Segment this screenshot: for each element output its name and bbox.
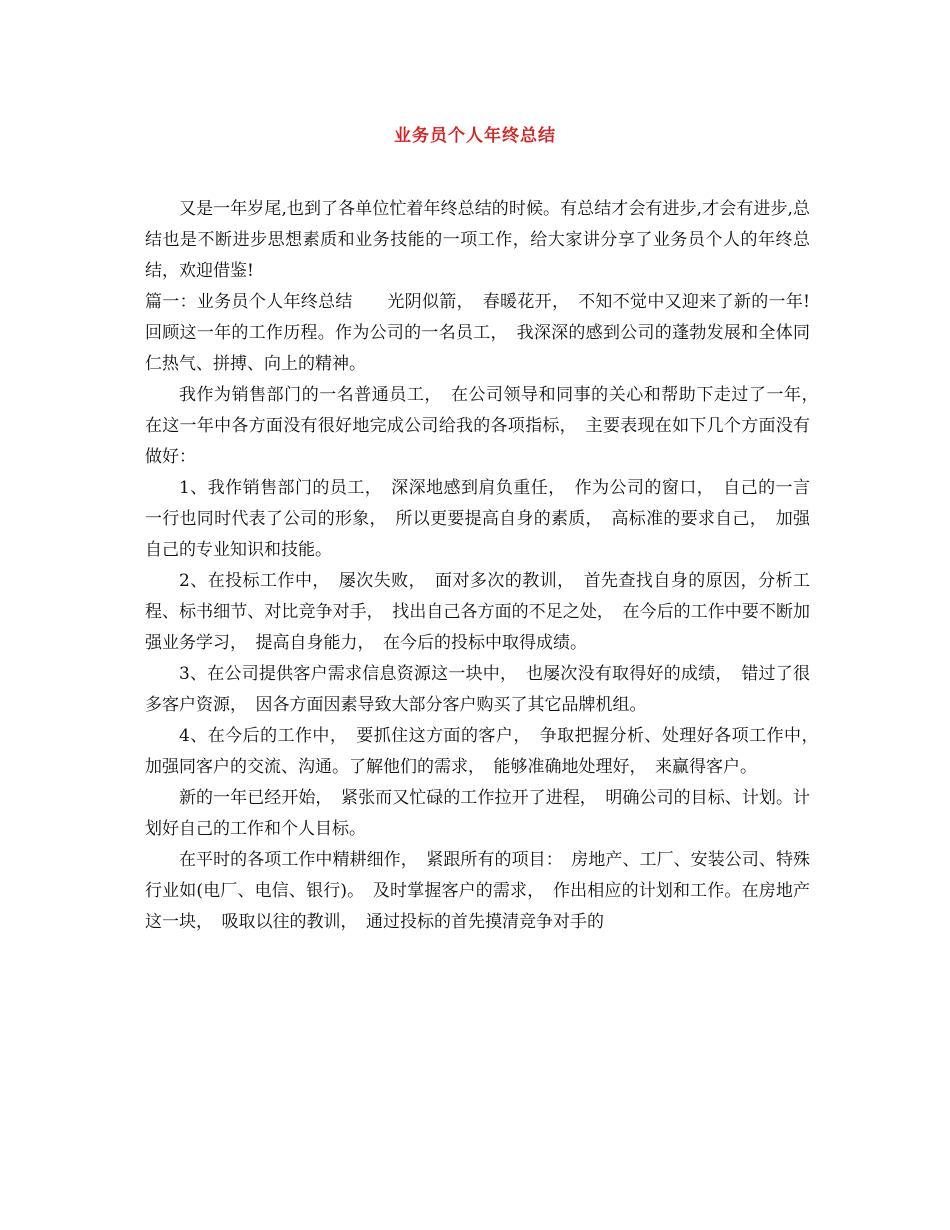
- document-title: 业务员个人年终总结: [394, 126, 556, 146]
- paragraph-performance: 我作为销售部门的一名普通员工， 在公司领导和同事的关心和帮助下走过了一年， 在这一年中各方面没有很好地完成公司给我的各项指标， 主要表现在如下几个方面没有做好：: [145, 385, 827, 467]
- paragraph-point-3: 3、在公司提供客户需求信息资源这一块中， 也屡次没有取得好的成绩， 错过了很多客户资源， 因各方面因素导致大部分客户购买了其它品牌机组。: [145, 664, 810, 715]
- paragraph-point-4: 4、在今后的工作中， 要抓住这方面的客户， 争取把握分析、处理好各项工作中， 加强同客户的交流、沟通。了解他们的需求， 能够准确地处理好， 来赢得客户。: [145, 726, 827, 777]
- paragraph-point-1: 1、我作销售部门的员工， 深深地感到肩负重任， 作为公司的窗口， 自己的一言一行也同时代表了公司的形象， 所以更要提高自身的素质， 高标准的要求自己， 加强自己的专业知识和技能。: [145, 478, 810, 560]
- paragraph-daily-work: 在平时的各项工作中精耕细作， 紧跟所有的项目： 房地产、工厂、安装公司、特殊行业如(电厂、电信、银行)。 及时掌握客户的需求， 作出相应的计划和工作。在房地产这一块， 吸取以往的教训， 通过投标的首先摸清竞争对手的: [145, 850, 810, 932]
- paragraph-point-2: 2、在投标工作中， 屡次失败， 面对多次的教训， 首先查找自身的原因，分析工程、标书细节、对比竞争对手， 找出自己各方面的不足之处， 在今后的工作中要不断加强业务学习， 提高自身能力， 在今后的投标中取得成绩。: [145, 571, 810, 653]
- paragraph-new-year: 新的一年已经开始， 紧张而又忙碌的工作拉开了进程， 明确公司的目标、计划。计划好自己的工作和个人目标。: [145, 788, 810, 839]
- paragraph-chapter-one: 篇一：业务员个人年终总结 光阴似箭， 春暖花开， 不知不觉中又迎来了新的一年! 回顾这一年的工作历程。作为公司的一名员工， 我深深的感到公司的蓬勃发展和全体同仁热气、拼搏、向上的精神。: [145, 292, 810, 374]
- document-body: [145, 194, 827, 938]
- paragraph-intro: 又是一年岁尾,也到了各单位忙着年终总结的时候。有总结才会有进步,才会有进步,总结也是不断进步思想素质和业务技能的一项工作，给大家讲分享了业务员个人的年终总结，欢迎借鉴!: [145, 199, 810, 281]
